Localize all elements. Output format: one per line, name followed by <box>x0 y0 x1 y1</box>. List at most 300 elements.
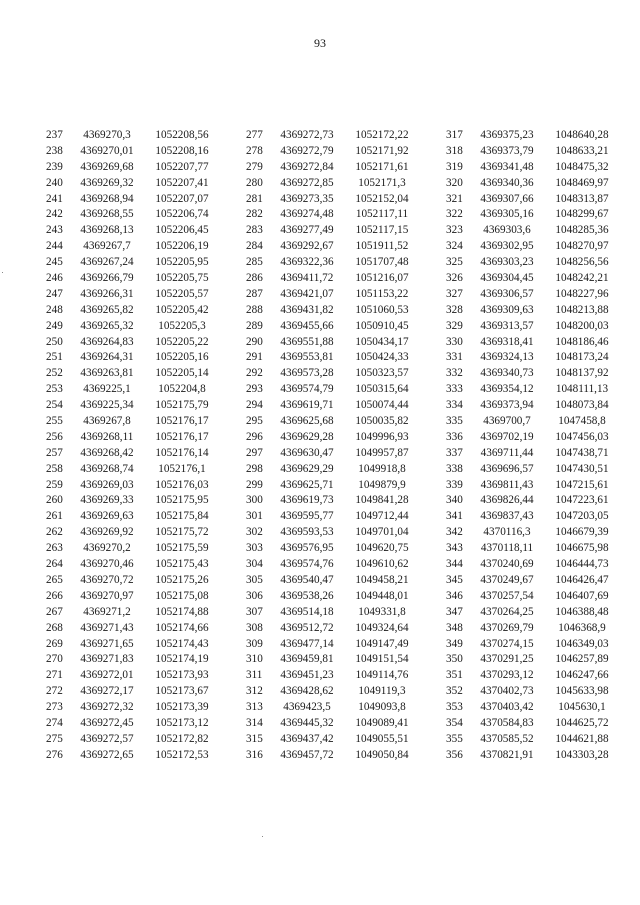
table-row <box>246 589 446 605</box>
point-number: 257 <box>46 446 63 459</box>
table-row <box>246 255 446 271</box>
table-column <box>46 128 246 764</box>
table-row <box>246 382 446 398</box>
y-coordinate: 1049918,8 <box>358 462 406 475</box>
y-coordinate: 1050424,33 <box>355 351 409 364</box>
point-number: 261 <box>46 510 63 523</box>
x-coordinate: 4369272,32 <box>80 701 134 714</box>
table-row <box>246 493 446 509</box>
point-number: 344 <box>446 558 463 571</box>
table-row <box>46 668 246 684</box>
table-row <box>446 478 640 494</box>
x-coordinate: 4369225,1 <box>83 383 131 396</box>
point-number: 356 <box>446 748 463 761</box>
point-number: 323 <box>446 224 463 237</box>
table-row <box>46 732 246 748</box>
x-coordinate: 4369341,48 <box>480 160 534 173</box>
table-row <box>46 684 246 700</box>
point-number: 249 <box>46 319 63 332</box>
x-coordinate: 4370116,3 <box>483 526 531 539</box>
table-row <box>446 223 640 239</box>
point-number: 342 <box>446 526 463 539</box>
point-number: 284 <box>246 240 263 253</box>
y-coordinate: 1048256,56 <box>555 256 609 269</box>
x-coordinate: 4369272,73 <box>280 129 334 141</box>
x-coordinate: 4370264,25 <box>480 605 534 618</box>
x-coordinate: 4369269,68 <box>80 160 134 173</box>
table-row <box>246 652 446 668</box>
y-coordinate: 1048213,88 <box>555 303 609 316</box>
x-coordinate: 4369268,11 <box>80 430 134 443</box>
table-row <box>246 176 446 192</box>
y-coordinate: 1047458,8 <box>558 415 606 428</box>
point-number: 270 <box>46 653 63 666</box>
x-coordinate: 4369268,74 <box>80 462 134 475</box>
y-coordinate: 1052205,3 <box>158 319 206 332</box>
y-coordinate: 1052172,53 <box>155 748 209 761</box>
y-coordinate: 1048227,96 <box>555 287 609 300</box>
x-coordinate: 4369292,67 <box>280 240 334 253</box>
table-row <box>46 223 246 239</box>
table-row <box>46 700 246 716</box>
y-coordinate: 1046368,9 <box>558 621 606 634</box>
x-coordinate: 4369629,28 <box>280 430 334 443</box>
point-number: 255 <box>46 415 63 428</box>
table-row <box>246 207 446 223</box>
point-number: 327 <box>446 287 463 300</box>
x-coordinate: 4370240,69 <box>480 558 534 571</box>
point-number: 295 <box>246 415 263 428</box>
y-coordinate: 1052207,07 <box>155 192 209 205</box>
table-row <box>46 207 246 223</box>
x-coordinate: 4369445,32 <box>280 716 334 729</box>
table-row <box>246 287 446 303</box>
table-row <box>46 287 246 303</box>
y-coordinate: 1048242,21 <box>555 272 609 285</box>
x-coordinate: 4369373,79 <box>480 144 534 157</box>
y-coordinate: 1048299,67 <box>555 208 609 221</box>
y-coordinate: 1052117,11 <box>355 208 409 221</box>
table-row <box>46 637 246 653</box>
x-coordinate: 4369269,33 <box>80 494 134 507</box>
x-coordinate: 4369593,53 <box>280 526 334 539</box>
y-coordinate: 1049701,04 <box>355 526 409 539</box>
x-coordinate: 4370269,79 <box>480 621 534 634</box>
x-coordinate: 4369811,43 <box>480 478 534 491</box>
table-row <box>46 509 246 525</box>
point-number: 311 <box>246 669 263 682</box>
x-coordinate: 4369265,82 <box>80 303 134 316</box>
x-coordinate: 4369477,14 <box>280 637 334 650</box>
y-coordinate: 1046349,03 <box>555 637 609 650</box>
table-row <box>46 430 246 446</box>
point-number: 263 <box>46 542 63 555</box>
table-row <box>446 192 640 208</box>
x-coordinate: 4369619,71 <box>280 399 334 412</box>
x-coordinate: 4369265,32 <box>80 319 134 332</box>
point-number: 345 <box>446 573 463 586</box>
point-number: 265 <box>46 573 63 586</box>
x-coordinate: 4369271,2 <box>83 605 131 618</box>
table-row <box>246 192 446 208</box>
point-number: 349 <box>446 637 463 650</box>
point-number: 353 <box>446 701 463 714</box>
x-coordinate: 4370821,91 <box>480 748 534 761</box>
x-coordinate: 4369266,31 <box>80 287 134 300</box>
y-coordinate: 1052207,77 <box>155 160 209 173</box>
x-coordinate: 4369573,28 <box>280 367 334 380</box>
x-coordinate: 4369303,23 <box>480 256 534 269</box>
y-coordinate: 1052206,74 <box>155 208 209 221</box>
y-coordinate: 1052206,45 <box>155 224 209 237</box>
y-coordinate: 1047203,05 <box>555 510 609 523</box>
point-number: 335 <box>446 415 463 428</box>
y-coordinate: 1050035,82 <box>355 415 409 428</box>
y-coordinate: 1052175,95 <box>155 494 209 507</box>
y-coordinate: 1050323,57 <box>355 367 409 380</box>
y-coordinate: 1048640,28 <box>555 129 609 141</box>
y-coordinate: 1048173,24 <box>555 351 609 364</box>
point-number: 242 <box>46 208 63 221</box>
point-number: 305 <box>246 573 263 586</box>
point-number: 260 <box>46 494 63 507</box>
point-number: 310 <box>246 653 263 666</box>
point-number: 337 <box>446 446 463 459</box>
point-number: 272 <box>46 685 63 698</box>
table-row <box>246 335 446 351</box>
x-coordinate: 4369277,49 <box>280 224 334 237</box>
y-coordinate: 1052205,14 <box>155 367 209 380</box>
table-row <box>446 525 640 541</box>
y-coordinate: 1048633,21 <box>555 144 609 157</box>
y-coordinate: 1045630,1 <box>558 701 606 714</box>
y-coordinate: 1052171,3 <box>358 176 406 189</box>
table-row <box>446 144 640 160</box>
point-number: 278 <box>246 144 263 157</box>
x-coordinate: 4369263,81 <box>80 367 134 380</box>
point-number: 294 <box>246 399 263 412</box>
point-number: 268 <box>46 621 63 634</box>
point-number: 271 <box>46 669 63 682</box>
x-coordinate: 4370249,67 <box>480 573 534 586</box>
y-coordinate: 1052208,56 <box>155 129 209 141</box>
y-coordinate: 1049331,8 <box>358 605 406 618</box>
y-coordinate: 1052205,22 <box>155 335 209 348</box>
x-coordinate: 4369540,47 <box>280 573 334 586</box>
y-coordinate: 1052176,17 <box>155 415 209 428</box>
point-number: 241 <box>46 192 63 205</box>
y-coordinate: 1052152,04 <box>355 192 409 205</box>
table-row <box>46 160 246 176</box>
y-coordinate: 1046426,47 <box>555 573 609 586</box>
y-coordinate: 1049050,84 <box>355 748 409 761</box>
point-number: 244 <box>46 240 63 253</box>
point-number: 239 <box>46 160 63 173</box>
y-coordinate: 1052175,79 <box>155 399 209 412</box>
y-coordinate: 1050910,45 <box>355 319 409 332</box>
y-coordinate: 1050434,17 <box>355 335 409 348</box>
table-row <box>246 621 446 637</box>
x-coordinate: 4369702,19 <box>480 430 534 443</box>
y-coordinate: 1049458,21 <box>355 573 409 586</box>
y-coordinate: 1047223,61 <box>555 494 609 507</box>
y-coordinate: 1047456,03 <box>555 430 609 443</box>
table-row <box>446 239 640 255</box>
y-coordinate: 1052205,95 <box>155 256 209 269</box>
table-row <box>246 128 446 144</box>
point-number: 334 <box>446 399 463 412</box>
y-coordinate: 1049093,8 <box>358 701 406 714</box>
table-row <box>246 398 446 414</box>
y-coordinate: 1052205,42 <box>155 303 209 316</box>
point-number: 292 <box>246 367 263 380</box>
point-number: 274 <box>46 716 63 729</box>
y-coordinate: 1051216,07 <box>355 272 409 285</box>
table-row <box>46 589 246 605</box>
point-number: 326 <box>446 272 463 285</box>
table-row <box>246 716 446 732</box>
table-row <box>46 366 246 382</box>
y-coordinate: 1047430,51 <box>555 462 609 475</box>
point-number: 352 <box>446 685 463 698</box>
table-row <box>446 287 640 303</box>
table-row <box>446 128 640 144</box>
x-coordinate: 4369512,72 <box>280 621 334 634</box>
point-number: 332 <box>446 367 463 380</box>
x-coordinate: 4369826,44 <box>480 494 534 507</box>
y-coordinate: 1052173,67 <box>155 685 209 698</box>
x-coordinate: 4369538,26 <box>280 589 334 602</box>
y-coordinate: 1045633,98 <box>555 685 609 698</box>
point-number: 321 <box>446 192 463 205</box>
point-number: 264 <box>46 558 63 571</box>
point-number: 276 <box>46 748 63 761</box>
x-coordinate: 4369373,94 <box>480 399 534 412</box>
point-number: 314 <box>246 716 263 729</box>
table-row <box>46 319 246 335</box>
y-coordinate: 1052172,82 <box>155 732 209 745</box>
point-number: 324 <box>446 240 463 253</box>
point-number: 308 <box>246 621 263 634</box>
point-number: 306 <box>246 589 263 602</box>
table-row <box>446 668 640 684</box>
point-number: 247 <box>46 287 63 300</box>
y-coordinate: 1048469,97 <box>555 176 609 189</box>
point-number: 354 <box>446 716 463 729</box>
x-coordinate: 4369269,03 <box>80 478 134 491</box>
point-number: 262 <box>46 526 63 539</box>
x-coordinate: 4369306,57 <box>480 287 534 300</box>
scan-dot <box>262 836 263 837</box>
y-coordinate: 1047438,71 <box>555 446 609 459</box>
table-row <box>46 128 246 144</box>
x-coordinate: 4369268,42 <box>80 446 134 459</box>
point-number: 309 <box>246 637 263 650</box>
x-coordinate: 4369574,79 <box>280 383 334 396</box>
point-number: 325 <box>446 256 463 269</box>
point-number: 267 <box>46 605 63 618</box>
y-coordinate: 1052204,8 <box>158 383 206 396</box>
y-coordinate: 1044621,88 <box>555 732 609 745</box>
y-coordinate: 1049151,54 <box>355 653 409 666</box>
y-coordinate: 1052117,15 <box>355 224 409 237</box>
table-row <box>446 541 640 557</box>
point-number: 273 <box>46 701 63 714</box>
table-row <box>46 541 246 557</box>
y-coordinate: 1046247,66 <box>555 669 609 682</box>
y-coordinate: 1052172,22 <box>355 129 409 141</box>
table-row <box>46 493 246 509</box>
x-coordinate: 4369272,79 <box>280 144 334 157</box>
x-coordinate: 4369269,92 <box>80 526 134 539</box>
x-coordinate: 4369318,41 <box>480 335 534 348</box>
x-coordinate: 4369459,81 <box>280 653 334 666</box>
table-row <box>246 414 446 430</box>
point-number: 288 <box>246 303 263 316</box>
table-row <box>46 350 246 366</box>
x-coordinate: 4369274,48 <box>280 208 334 221</box>
x-coordinate: 4370293,12 <box>480 669 534 682</box>
point-number: 312 <box>246 685 263 698</box>
y-coordinate: 1052173,93 <box>155 669 209 682</box>
y-coordinate: 1049119,3 <box>358 685 406 698</box>
x-coordinate: 4369270,72 <box>80 573 134 586</box>
table-row <box>246 605 446 621</box>
point-number: 285 <box>246 256 263 269</box>
y-coordinate: 1052176,03 <box>155 478 209 491</box>
point-number: 246 <box>46 272 63 285</box>
y-coordinate: 1048073,84 <box>555 399 609 412</box>
point-number: 281 <box>246 192 263 205</box>
y-coordinate: 1052173,39 <box>155 701 209 714</box>
x-coordinate: 4369268,13 <box>80 224 134 237</box>
y-coordinate: 1048313,87 <box>555 192 609 205</box>
x-coordinate: 4369272,85 <box>280 176 334 189</box>
table-row <box>446 176 640 192</box>
y-coordinate: 1049620,75 <box>355 542 409 555</box>
y-coordinate: 1052205,75 <box>155 272 209 285</box>
x-coordinate: 4369267,7 <box>83 240 131 253</box>
x-coordinate: 4369268,94 <box>80 192 134 205</box>
table-row <box>446 621 640 637</box>
table-row <box>46 335 246 351</box>
point-number: 316 <box>246 748 263 761</box>
x-coordinate: 4369322,36 <box>280 256 334 269</box>
x-coordinate: 4370257,54 <box>480 589 534 602</box>
y-coordinate: 1052173,12 <box>155 716 209 729</box>
x-coordinate: 4369271,65 <box>80 637 134 650</box>
point-number: 254 <box>46 399 63 412</box>
point-number: 250 <box>46 335 63 348</box>
point-number: 252 <box>46 367 63 380</box>
point-number: 259 <box>46 478 63 491</box>
x-coordinate: 4369267,8 <box>83 415 131 428</box>
x-coordinate: 4369264,83 <box>80 335 134 348</box>
table-row <box>446 732 640 748</box>
y-coordinate: 1052176,1 <box>158 462 206 475</box>
x-coordinate: 4369270,01 <box>80 144 134 157</box>
x-coordinate: 4369595,77 <box>280 510 334 523</box>
table-row <box>446 605 640 621</box>
x-coordinate: 4370585,52 <box>480 732 534 745</box>
y-coordinate: 1052205,16 <box>155 351 209 364</box>
table-row <box>46 605 246 621</box>
point-number: 350 <box>446 653 463 666</box>
x-coordinate: 4369625,71 <box>280 478 334 491</box>
table-row <box>446 430 640 446</box>
point-number: 322 <box>446 208 463 221</box>
x-coordinate: 4369266,79 <box>80 272 134 285</box>
y-coordinate: 1049712,44 <box>355 510 409 523</box>
table-row <box>46 462 246 478</box>
x-coordinate: 4369313,57 <box>480 319 534 332</box>
x-coordinate: 4369270,2 <box>83 542 131 555</box>
y-coordinate: 1052174,66 <box>155 621 209 634</box>
x-coordinate: 4369375,23 <box>480 129 534 141</box>
x-coordinate: 4369269,63 <box>80 510 134 523</box>
y-coordinate: 1052175,59 <box>155 542 209 555</box>
table-row <box>46 525 246 541</box>
table-row <box>46 557 246 573</box>
x-coordinate: 4369303,6 <box>483 224 531 237</box>
x-coordinate: 4369271,83 <box>80 653 134 666</box>
x-coordinate: 4369302,95 <box>480 240 534 253</box>
point-number: 258 <box>46 462 63 475</box>
y-coordinate: 1049147,49 <box>355 637 409 650</box>
point-number: 320 <box>446 176 463 189</box>
table-row <box>446 700 640 716</box>
x-coordinate: 4369576,95 <box>280 542 334 555</box>
x-coordinate: 4370403,42 <box>480 701 534 714</box>
point-number: 302 <box>246 526 263 539</box>
x-coordinate: 4369574,76 <box>280 558 334 571</box>
table-row <box>446 573 640 589</box>
point-number: 293 <box>246 383 263 396</box>
table-row <box>246 478 446 494</box>
y-coordinate: 1048475,32 <box>555 160 609 173</box>
x-coordinate: 4370118,11 <box>480 542 534 555</box>
x-coordinate: 4369304,45 <box>480 272 534 285</box>
table-row <box>246 509 446 525</box>
y-coordinate: 1047215,61 <box>555 478 609 491</box>
point-number: 307 <box>246 605 263 618</box>
point-number: 282 <box>246 208 263 221</box>
y-coordinate: 1046675,98 <box>555 542 609 555</box>
point-number: 346 <box>446 589 463 602</box>
table-row <box>446 335 640 351</box>
x-coordinate: 4369268,55 <box>80 208 134 221</box>
point-number: 336 <box>446 430 463 443</box>
table-row <box>246 541 446 557</box>
coordinate-table <box>46 128 640 764</box>
table-row <box>246 350 446 366</box>
x-coordinate: 4369272,17 <box>80 685 134 698</box>
table-row <box>246 430 446 446</box>
x-coordinate: 4369272,45 <box>80 716 134 729</box>
x-coordinate: 4369630,47 <box>280 446 334 459</box>
table-row <box>46 271 246 287</box>
y-coordinate: 1049114,76 <box>355 669 409 682</box>
x-coordinate: 4369421,07 <box>280 287 334 300</box>
table-row <box>446 748 640 764</box>
y-coordinate: 1049957,87 <box>355 446 409 459</box>
table-row <box>46 255 246 271</box>
table-row <box>246 684 446 700</box>
y-coordinate: 1052206,19 <box>155 240 209 253</box>
table-row <box>446 398 640 414</box>
y-coordinate: 1049089,41 <box>355 716 409 729</box>
table-row <box>246 573 446 589</box>
